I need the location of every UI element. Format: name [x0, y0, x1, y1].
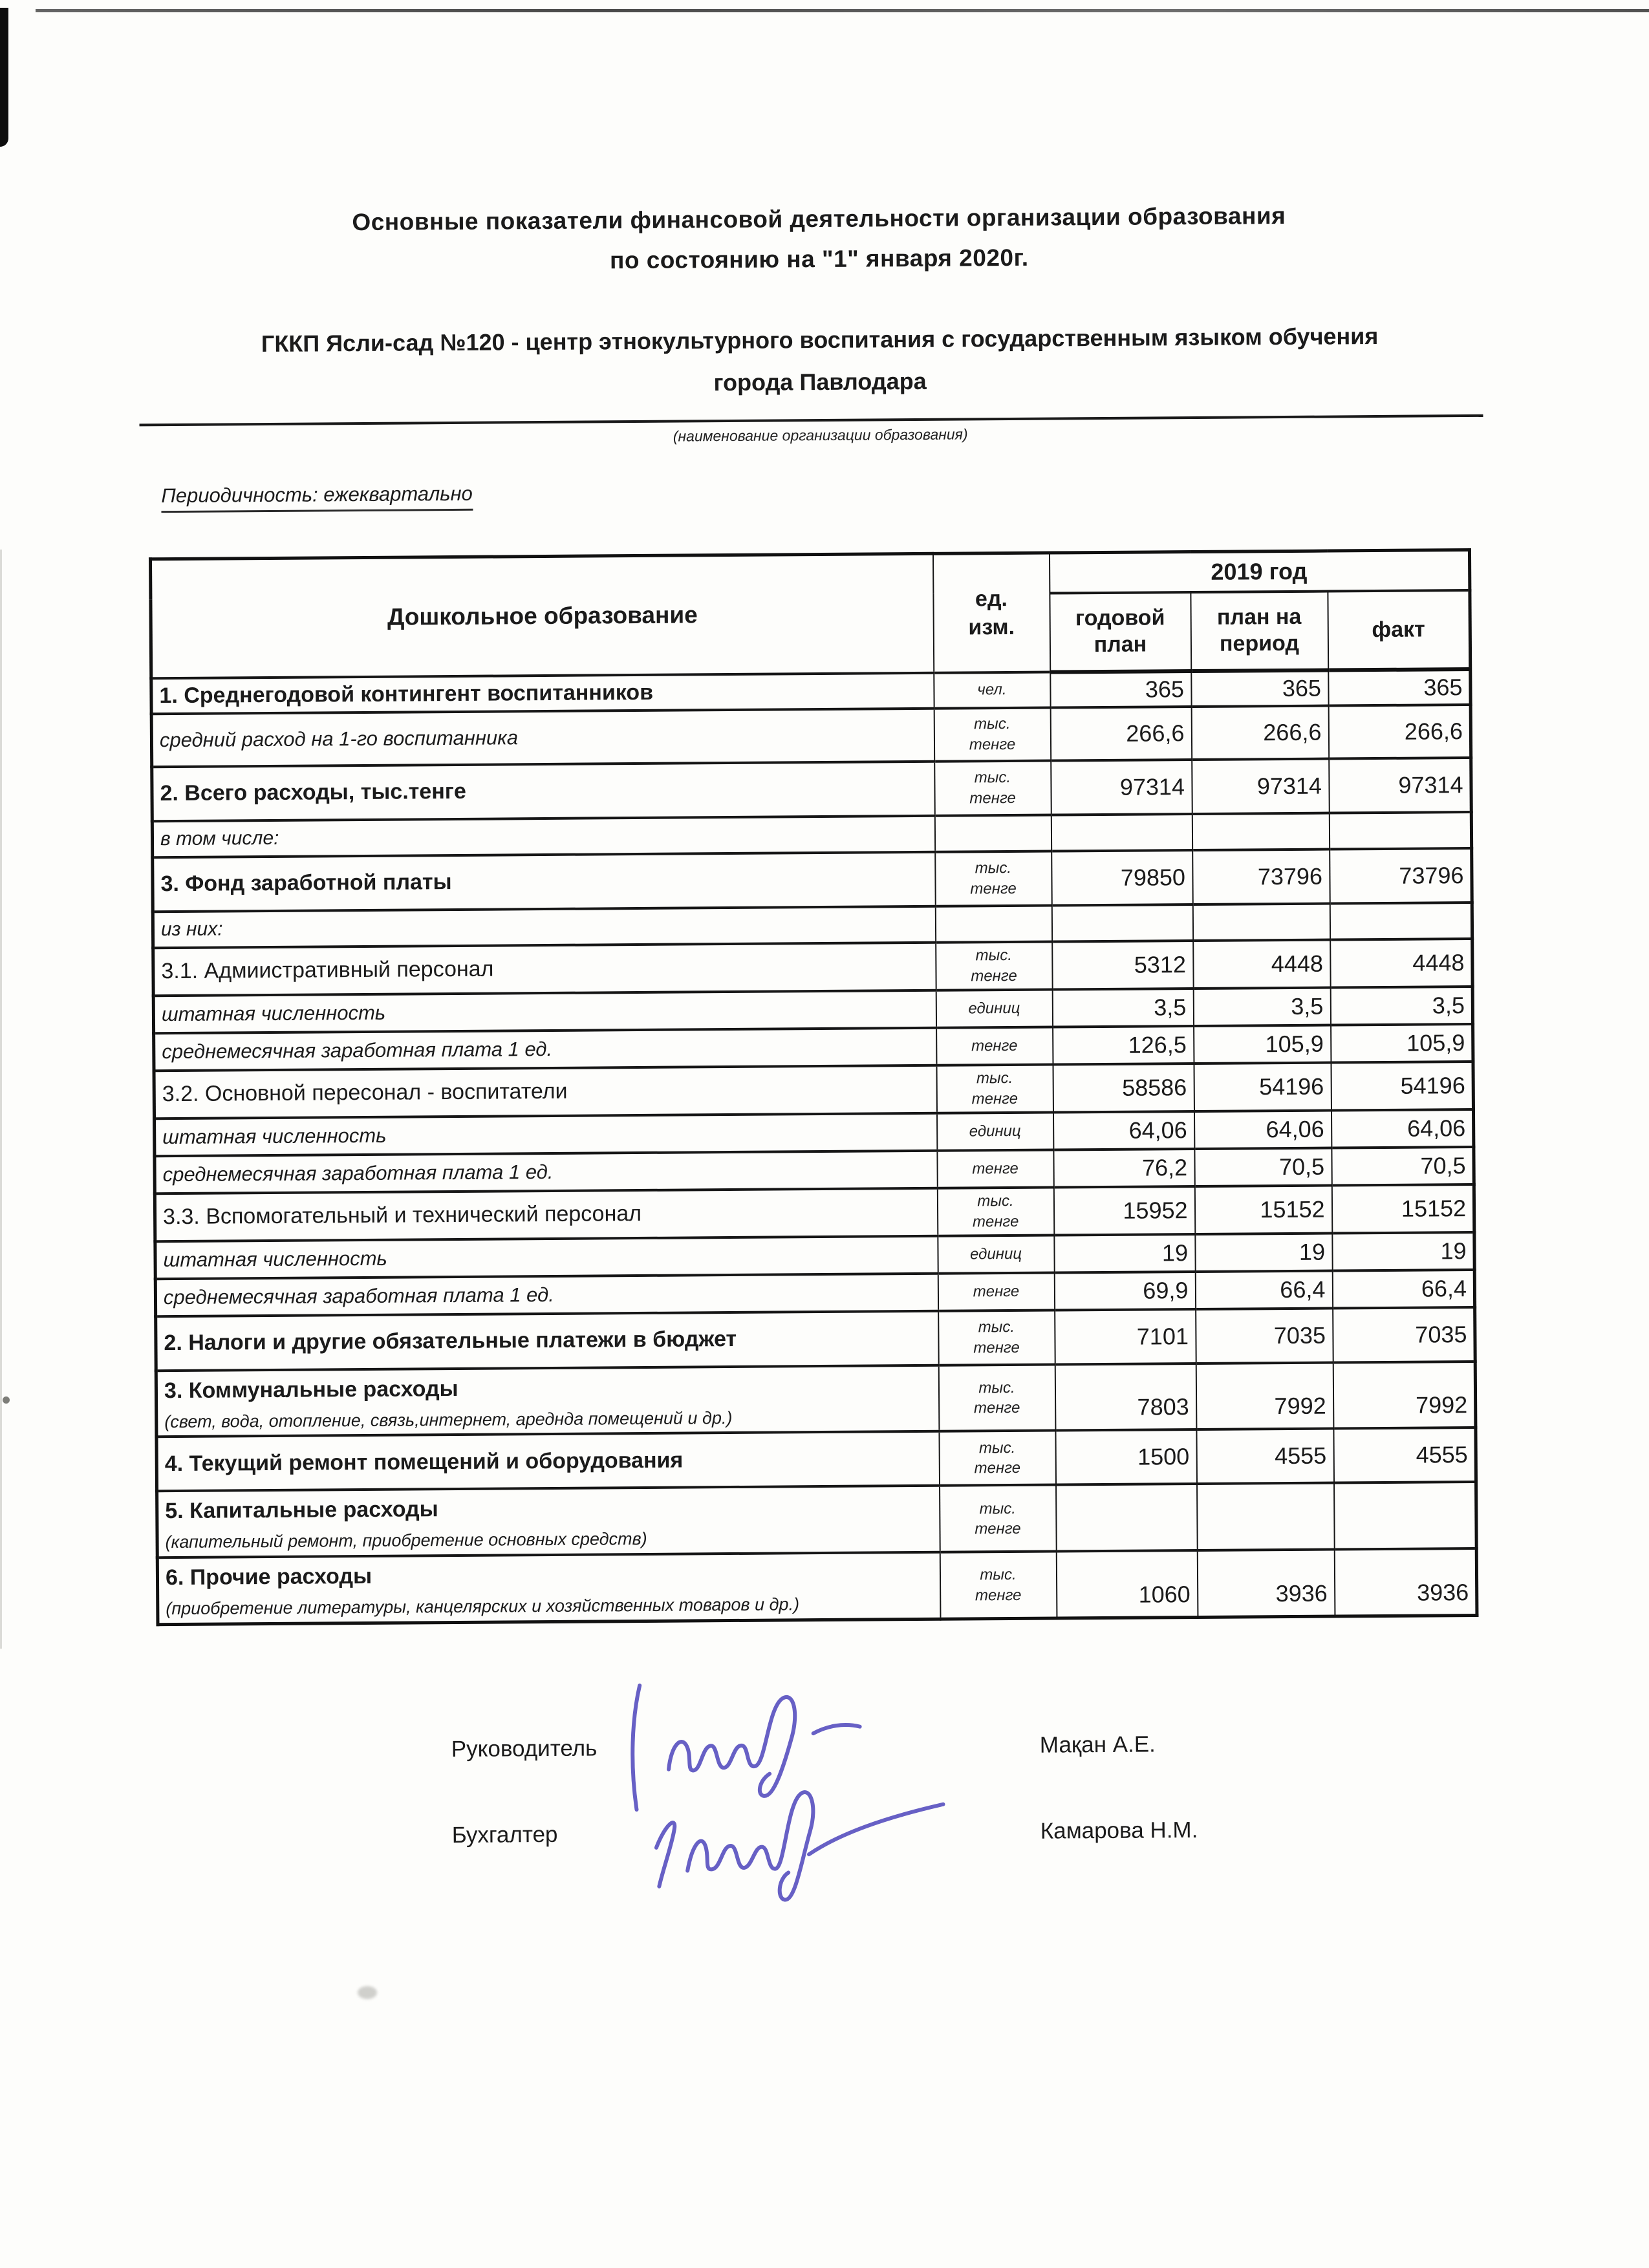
value-cell: 4555 [1333, 1428, 1476, 1483]
unit-line: тыс. [978, 1318, 1015, 1336]
value-cell: 7803 [1055, 1364, 1196, 1431]
value-cell: 266,6 [1328, 705, 1471, 759]
indicator-label: штатная численность [161, 1001, 386, 1025]
value-cell: 3,5 [1193, 987, 1330, 1025]
signature-name-director: Мақан А.Е. [1039, 1731, 1156, 1758]
value-cell: 7035 [1196, 1308, 1333, 1363]
unit-cell [936, 989, 1052, 1027]
indicator-label: в том числе: [160, 827, 279, 850]
value-cell [1056, 1484, 1198, 1551]
unit-cell [937, 1187, 1054, 1236]
value-cell [1197, 1483, 1335, 1550]
value-cell: 64,06 [1053, 1111, 1194, 1150]
unit-line: тенге [972, 1159, 1018, 1178]
unit-line: единиц [969, 1122, 1021, 1140]
indicator-cell [152, 761, 935, 820]
value-cell: 79850 [1051, 850, 1193, 906]
value-cell: 64,06 [1194, 1110, 1331, 1148]
unit-line: тенге [971, 1036, 1018, 1055]
header-period-plan-column: план на период [1191, 591, 1328, 670]
unit-cell [936, 941, 1053, 990]
value-cell: 3,5 [1330, 987, 1472, 1025]
unit-line: тенге [974, 1459, 1021, 1477]
unit-cell [935, 905, 1051, 942]
unit-line: тыс. [977, 1192, 1014, 1210]
unit-cell [934, 672, 1050, 708]
table-row [151, 705, 1471, 767]
value-cell: 64,06 [1331, 1109, 1473, 1148]
value-cell [1330, 903, 1472, 940]
value-cell [1329, 812, 1471, 850]
indicator-label: 3.1. Адмиистративный персонал [161, 956, 494, 984]
unit-cell [938, 1364, 1055, 1431]
value-cell: 7035 [1333, 1307, 1476, 1363]
organization-caption: (наименование организации образования) [673, 425, 968, 445]
unit-line: тыс. [974, 715, 1011, 733]
unit-line: тенге [969, 789, 1016, 808]
value-cell [1334, 1482, 1477, 1549]
unit-cell [938, 1235, 1054, 1273]
indicator-label: 6. Прочие расходы [165, 1564, 372, 1590]
value-cell: 73796 [1330, 848, 1472, 904]
value-cell: 4555 [1196, 1429, 1334, 1484]
value-cell: 365 [1328, 669, 1471, 706]
value-cell: 105,9 [1194, 1025, 1331, 1063]
unit-cell [934, 707, 1051, 761]
indicator-label: 3.3. Вспомогательный и технический персонал [162, 1201, 642, 1230]
signature-name-accountant: Камарова Н.М. [1040, 1817, 1198, 1844]
table-row [156, 1428, 1476, 1491]
indicator-label: 3.2. Основной пересонал - воспитатели [162, 1078, 568, 1107]
value-cell [1051, 814, 1192, 851]
header-year-plan-column: годовой план [1050, 592, 1191, 672]
indicator-label: среднемесячная заработная плата 1 ед. [162, 1037, 553, 1063]
header-indicator-column: Дошкольное образование [150, 553, 933, 678]
table-body [151, 669, 1477, 1625]
value-cell: 76,2 [1053, 1149, 1194, 1188]
value-cell: 266,6 [1050, 707, 1192, 761]
periodicity-label: Периодичность: ежеквартально [161, 482, 473, 513]
unit-cell [940, 1552, 1057, 1620]
document-title-line1: Основные показатели финансовой деятельности организации образования [352, 202, 1286, 236]
header-unit-column [932, 553, 1050, 672]
value-cell: 97314 [1329, 758, 1472, 813]
indicator-label: 1. Среднегодовой контингент воспитанников [159, 679, 654, 708]
value-cell: 3936 [1334, 1548, 1477, 1616]
header-fact-column: факт [1328, 590, 1471, 670]
indicator-sublabel: (свет, вода, отопление, связь,интернет, ареднда помещений и др.) [164, 1407, 733, 1431]
indicator-label: среднемесячная заработная плата 1 ед. [163, 1283, 554, 1309]
unit-line: чел. [977, 681, 1007, 699]
value-cell: 58586 [1053, 1064, 1194, 1113]
indicator-label: среднемесячная заработная плата 1 ед. [162, 1160, 554, 1186]
value-cell: 105,9 [1331, 1024, 1473, 1063]
header-year-group: 2019 год [1049, 550, 1469, 594]
indicator-label: средний расход на 1-го воспитанника [159, 725, 519, 751]
organization-name-line1: ГККП Ясли-сад №120 - центр этнокультурного воспитания с государственным языком обучения [261, 322, 1379, 358]
unit-line: тенге [969, 735, 1016, 754]
value-cell: 70,5 [1194, 1148, 1331, 1186]
value-cell: 3,5 [1052, 989, 1193, 1027]
value-cell: 15152 [1331, 1184, 1474, 1234]
unit-line: тенге [973, 1338, 1020, 1356]
unit-cell [938, 1272, 1054, 1311]
value-cell: 365 [1191, 670, 1328, 707]
unit-line: тенге [971, 967, 1017, 985]
indicator-label: 3. Коммунальные расходы [164, 1376, 458, 1403]
value-cell: 69,9 [1054, 1272, 1195, 1311]
value-cell: 7992 [1196, 1362, 1333, 1429]
table-row [155, 1184, 1474, 1241]
unit-line: единиц [968, 999, 1020, 1018]
unit-cell [939, 1431, 1056, 1486]
value-cell: 97314 [1051, 760, 1192, 815]
table-row [153, 848, 1472, 912]
indicator-label: 3. Фонд заработной платы [160, 870, 452, 897]
value-cell: 365 [1050, 671, 1191, 708]
value-cell: 7992 [1333, 1362, 1476, 1429]
indicator-cell [154, 1027, 936, 1070]
unit-line: тыс. [975, 947, 1013, 965]
unit-line: тыс. [976, 1069, 1013, 1087]
unit-cell [934, 760, 1051, 815]
value-cell: 4448 [1193, 939, 1331, 988]
document-title-line2: по состоянию на "1" января 2020г. [609, 244, 1029, 274]
value-cell: 3936 [1197, 1550, 1335, 1618]
signature-role-accountant: Бухгалтер [451, 1821, 558, 1848]
value-cell: 70,5 [1331, 1147, 1474, 1186]
unit-line: тенге [971, 1089, 1018, 1108]
table-row [152, 758, 1472, 821]
unit-cell [936, 1064, 1053, 1113]
indicator-label: 5. Капитальные расходы [165, 1497, 438, 1524]
unit-cell [936, 1027, 1053, 1065]
unit-cell [938, 1310, 1055, 1365]
indicator-label: 4. Текущий ремонт помещений и оборудования [164, 1448, 684, 1476]
indicator-cell [154, 1065, 936, 1118]
table-row [157, 1548, 1477, 1625]
indicator-cell [157, 1486, 940, 1557]
value-cell: 19 [1195, 1233, 1332, 1271]
indicator-sublabel: (капительный ремонт, приобретение основных средств) [165, 1529, 647, 1552]
indicator-cell [151, 672, 934, 714]
unit-line: тыс. [974, 769, 1011, 787]
unit-cell [940, 1485, 1057, 1552]
value-cell [1051, 904, 1192, 942]
table-row [156, 1362, 1476, 1437]
indicator-cell [155, 1273, 938, 1316]
unit-line: тыс. [978, 1439, 1016, 1457]
unit-line: тенге [975, 1519, 1021, 1538]
value-cell: 1500 [1055, 1429, 1197, 1485]
indicator-cell [155, 1150, 937, 1193]
unit-line: тенге [973, 1398, 1020, 1417]
value-cell: 266,6 [1191, 705, 1329, 759]
indicator-label: 2. Налоги и другие обязательные платежи в бюджет [164, 1327, 737, 1356]
unit-cell [934, 815, 1051, 851]
unit-line: тенге [970, 879, 1017, 898]
unit-cell [935, 851, 1052, 906]
unit-line: тенге [972, 1212, 1019, 1231]
table-row [156, 1307, 1476, 1371]
indicator-cell [155, 1236, 938, 1278]
indicator-sublabel: (приобретение литературы, канцелярских и хозяйственных товаров и др.) [166, 1594, 800, 1619]
value-cell: 4448 [1330, 939, 1473, 988]
indicator-label: штатная численность [163, 1246, 387, 1271]
value-cell: 19 [1332, 1232, 1474, 1271]
indicator-label: 2. Всего расходы, тыс.тенге [160, 778, 466, 806]
indicator-cell [156, 1431, 940, 1491]
indicator-label: из них: [160, 918, 223, 940]
value-cell: 19 [1054, 1234, 1195, 1273]
value-cell: 126,5 [1053, 1026, 1194, 1065]
value-cell: 1060 [1056, 1550, 1198, 1618]
value-cell: 73796 [1192, 849, 1330, 904]
indicator-cell [155, 1113, 937, 1155]
indicator-cell [153, 906, 935, 947]
value-cell: 15152 [1194, 1185, 1332, 1234]
value-cell: 66,4 [1332, 1270, 1474, 1309]
indicator-cell [151, 708, 934, 766]
accountant-signature-ink [639, 1744, 989, 1921]
header-unit-line1: ед. [975, 586, 1008, 611]
unit-line: тенге [975, 1586, 1022, 1604]
value-cell [1192, 813, 1329, 850]
organization-name-line2: города Павлодара [713, 367, 927, 396]
unit-line: тенге [973, 1282, 1020, 1301]
indicator-cell [153, 851, 936, 911]
indicator-cell [157, 1552, 940, 1625]
unit-line: тыс. [978, 1378, 1015, 1397]
indicator-cell [152, 815, 934, 857]
table-row [157, 1482, 1477, 1557]
header-unit-line2: изм. [968, 614, 1015, 640]
signature-role-director: Руководитель [451, 1735, 598, 1762]
indicator-cell [155, 1188, 937, 1241]
indicator-cell [156, 1311, 939, 1370]
unit-cell [937, 1150, 1053, 1188]
value-cell: 7101 [1055, 1309, 1196, 1365]
indicator-cell [153, 942, 936, 995]
indicator-cell [156, 1365, 939, 1437]
financial-indicators-table [149, 548, 1479, 1626]
value-cell: 54196 [1194, 1062, 1331, 1111]
value-cell: 54196 [1331, 1062, 1474, 1111]
unit-line: единиц [969, 1245, 1022, 1263]
table-row [153, 939, 1472, 996]
indicator-label: штатная численность [162, 1124, 387, 1148]
value-cell: 5312 [1052, 941, 1194, 990]
table-row [154, 1062, 1473, 1118]
value-cell [1192, 903, 1330, 940]
value-cell: 15952 [1053, 1186, 1195, 1236]
unit-line: тыс. [979, 1499, 1017, 1517]
unit-cell [937, 1112, 1053, 1150]
value-cell: 66,4 [1195, 1270, 1332, 1309]
unit-line: тыс. [980, 1566, 1017, 1584]
value-cell: 97314 [1192, 758, 1330, 813]
unit-line: тыс. [975, 859, 1012, 877]
indicator-cell [153, 990, 936, 1032]
